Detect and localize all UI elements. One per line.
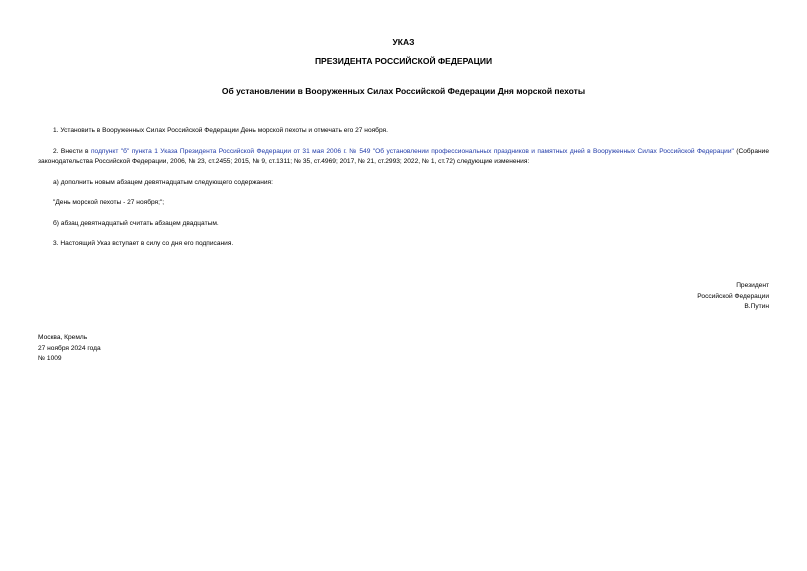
footer-date: 27 ноября 2024 года — [38, 344, 101, 352]
signature-name: В.Путин — [744, 303, 769, 310]
paragraph-3: 3. Настоящий Указ вступает в силу со дня его подписания. — [53, 240, 234, 247]
paragraph-2-suffix: (Собрание законодательства Российской Федерации, 2006, № 23, ст.2455; 2015, № 9, ст.1311; № 35, ст.4969; 2017, № 21, ст.2993; 2022, № 1, ст.72) следующие изменения: — [38, 148, 770, 165]
footer-number: № 1009 — [38, 355, 62, 362]
paragraph-amendment-a: а) дополнить новым абзацем девятнадцатым следующего содержания: — [53, 179, 273, 186]
decree-reference-link[interactable]: подпункт "б" пункта 1 Указа Президента Российской Федерации от 31 мая 2006 г. № 549 "Об установлении профессиональных праздников и памятных дней в Вооруженных Силах Российской Федерации" — [90, 148, 734, 155]
paragraph-amendment-quote: "День морской пехоты - 27 ноября;"; — [53, 199, 165, 206]
paragraph-2 — [38, 147, 769, 167]
paragraph-2-prefix: 2. Внести в — [53, 148, 91, 155]
paragraph-1: 1. Установить в Вооруженных Силах Российской Федерации День морской пехоты и отмечать его 27 ноября. — [53, 127, 388, 134]
document-type-heading: УКАЗ — [392, 37, 415, 47]
footer-place: Москва, Кремль — [38, 334, 88, 341]
document-footer — [38, 333, 101, 365]
issuer-heading: ПРЕЗИДЕНТА РОССИЙСКОЙ ФЕДЕРАЦИИ — [314, 56, 493, 66]
signature-block — [697, 281, 769, 313]
paragraph-amendment-b: б) абзац девятнадцатый считать абзацем двадцатым. — [53, 220, 219, 227]
signature-title: Президент — [736, 282, 769, 289]
document-subject-heading: Об установлении в Вооруженных Силах Российской Федерации Дня морской пехоты — [221, 86, 586, 96]
signature-country: Российской Федерации — [697, 292, 769, 300]
